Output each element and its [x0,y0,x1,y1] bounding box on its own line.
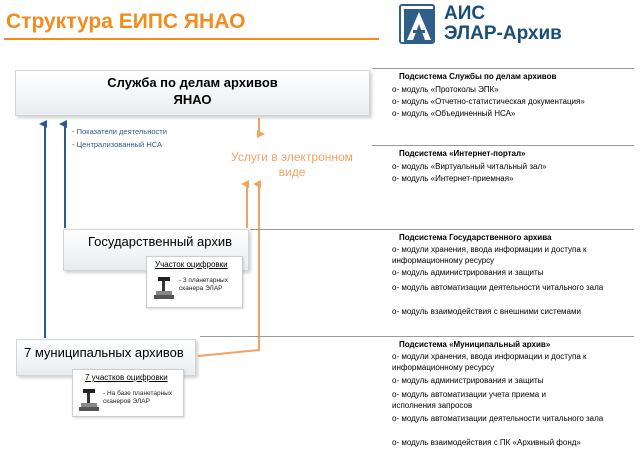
subsystem-item: о- модуль автоматизации деятельности читального зала [392,414,604,423]
subsystem-item: о- модули хранения, ввода информации и доступа к информационному ресурсу [392,245,587,265]
subsystem-title: Подсистема «Муниципальный архив» [399,340,551,349]
digitization-site-note1: - 3 планетарных [179,277,228,284]
digitization-sites-note1: - На базе планетарных [103,390,173,397]
subsystem-item: о- модуль «Объединенный НСА» [392,109,516,118]
digitization-site-box [146,256,243,308]
subsystem-item: о- модули хранения, ввода информации и доступа к информационному ресурсу [392,352,587,372]
subsystem-item: о- модуль взаимодействия с внешними системами [392,307,581,316]
note-activity-indicators: - Показатели деятельности [72,127,167,136]
archives-service-label: Служба по делам архивов ЯНАО [107,75,278,107]
page-title: Структура ЕИПС ЯНАО [6,10,246,33]
separator-line [250,229,634,230]
digitization-site-title: Участок оцифровки [155,260,228,269]
subsystem-title: Подсистема Службы по делам архивов [399,72,557,81]
subsystem-item: о- модуль администрирования и защиты [392,268,544,277]
digitization-sites-note2: сканеров ЭЛАР [103,398,150,405]
subsystem-title: Подсистема «Интернет-портал» [399,149,526,158]
subsystem-item: о- модуль «Интернет-приемная» [392,174,514,183]
separator-line [200,336,634,337]
logo-line1: АИС [444,3,486,24]
subsystem-title: Подсистема Государственного архива [399,233,552,242]
municipal-archives-label: 7 муниципальных архивов [24,345,184,360]
subsystem-item: о- модуль «Протоколы ЭПК» [392,85,499,94]
separator-line [372,145,634,146]
subsystem-item: о- модуль «Виртуальный читальный зал» [392,162,547,171]
note-centralized-nsa: - Централизованный НСА [72,140,162,149]
electronic-services-label: Услуги в электронном виде [231,150,353,179]
subsystem-item: о- модуль «Отчетно-статистическая документация» [392,97,585,106]
subsystem-item: о- модуль администрирования и защиты [392,376,544,385]
separator-line [372,68,634,69]
digitization-site-note2: сканера ЭЛАР [179,285,223,292]
digitization-sites-box [72,369,184,417]
subsystem-item: о- модуль автоматизации деятельности читального зала [392,283,604,292]
planetary-scanner-icon [77,387,101,413]
state-archive-label: Государственный архив [88,234,233,249]
planetary-scanner-icon [152,275,176,301]
subsystem-item: о- модуль взаимодействия с ПК «Архивный фонд» [392,438,581,447]
digitization-sites-title: 7 участков оцифровки [85,373,168,382]
logo-line2: ЭЛАР-Архив [444,23,562,44]
subsystem-item: о- модуль автоматизации учета приема и исполнения запросов [392,390,546,410]
